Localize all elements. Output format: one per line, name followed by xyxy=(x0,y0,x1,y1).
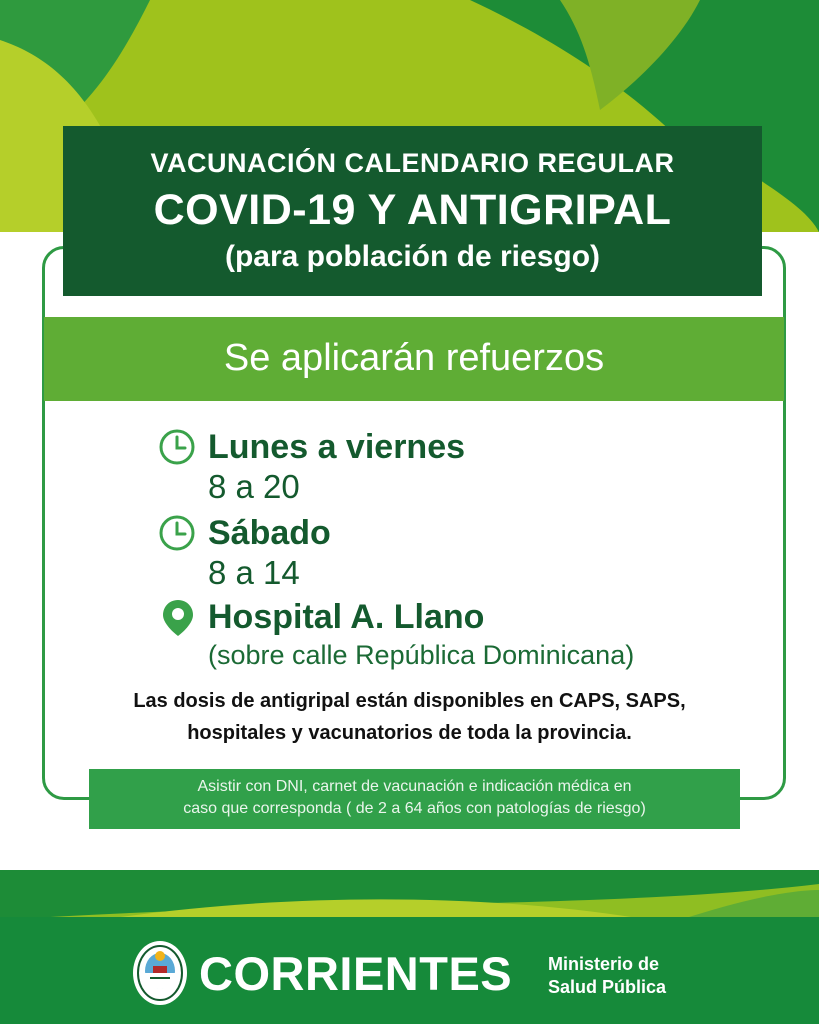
ministry-line2: Salud Pública xyxy=(548,977,667,997)
schedule-day-label: Lunes a viernes xyxy=(208,428,466,466)
header-title-line1: VACUNACIÓN CALENDARIO REGULAR xyxy=(150,148,675,178)
brand-name: CORRIENTES xyxy=(199,947,513,1000)
bottom-strip-shapes xyxy=(0,870,819,920)
availability-note xyxy=(0,685,819,749)
requirements-line2: caso que corresponda ( de 2 a 64 años con patologías de riesgo) xyxy=(183,800,646,817)
location-street: (sobre calle República Dominicana) xyxy=(208,640,635,670)
clock-icon xyxy=(158,428,196,468)
clock-icon xyxy=(158,514,196,554)
schedule-hours: 8 a 14 xyxy=(208,554,300,591)
header-title-main: COVID-19 Y ANTIGRIPAL xyxy=(153,186,672,234)
header-subtitle: (para población de riesgo) xyxy=(224,240,601,273)
availability-note-line1: Las dosis de antigripal están disponibles en CAPS, SAPS, xyxy=(133,690,686,712)
availability-note-line2: hospitales y vacunatorios de toda la provincia. xyxy=(187,722,632,744)
schedule-item-weekdays xyxy=(158,428,578,508)
schedule-hours: 8 a 20 xyxy=(208,468,300,505)
provincial-seal-icon xyxy=(132,940,188,1006)
requirements-line1: Asistir con DNI, carnet de vacunación e indicación médica en xyxy=(197,778,632,795)
ministry-name xyxy=(548,953,666,999)
bottom-background-strip xyxy=(0,870,819,920)
location-pin-icon xyxy=(158,598,196,638)
schedule-day-label: Sábado xyxy=(208,514,331,552)
refuerzos-band xyxy=(44,317,784,401)
ministry-line1: Ministerio de xyxy=(548,954,660,974)
header-box xyxy=(63,126,762,296)
schedule-item-saturday xyxy=(158,514,578,594)
band-text: Se aplicarán refuerzos xyxy=(223,337,605,379)
location-name: Hospital A. Llano xyxy=(208,598,485,636)
location-item xyxy=(158,598,718,678)
requirements-box xyxy=(89,769,740,829)
